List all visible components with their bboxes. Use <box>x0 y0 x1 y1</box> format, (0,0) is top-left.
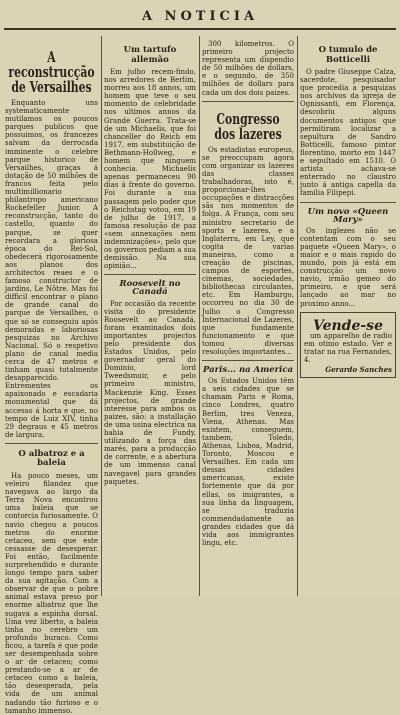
headline-tartufo: Um tartufo allemão <box>123 45 177 65</box>
classified-body: um apparelho de radio em otimo estado. Ver e tratar na rua Fernandes, 4. <box>304 331 392 364</box>
column-3 <box>202 40 294 596</box>
column-4 <box>300 40 396 596</box>
headline-roosevelt: Roosevelt no Canadá <box>119 279 181 298</box>
headline-albatroz: O albatroz e a baleia <box>18 448 85 469</box>
article-body: Os inglezes não se contentam com o seu paquete «Queen Mary», o maior e o mais rapido do mundo, pois já está em construcção um novo navio, irmão gemeo do primeiro, e que será lançado ao mar no proximo anno... <box>300 226 396 308</box>
headline-paris-america: Paris... na America <box>202 365 294 376</box>
newspaper-title: A NOTICIA <box>141 9 259 24</box>
article-divider <box>5 443 98 444</box>
column-divider <box>101 36 102 596</box>
headline-queen-mary: Um novo «Queen Mary» <box>307 206 389 225</box>
column-1 <box>5 40 98 715</box>
headline-lazeres: Congresso dos lazeres <box>214 109 282 143</box>
article-divider <box>202 101 294 102</box>
article-body: Por occasião da recente visita do presidente Roosevelt ao Canadá, foram examinados dois importantes projectos pelo presidente dos Estados Unidos, pelo governador geral do Dominio, lord Tweedsmuir, e pelo primeiro ministro, Mackenzie King. Esses projectos, de grande interesse para ambos os paizes, são: a installação de uma usina electrica na bahia de Fundy, utilizando a força das marés, para a producção de corrente, e a abertura de um immenso canal navegavel para grandes paquetes. <box>104 299 196 486</box>
article-body: O padre Giuseppe Calza, sacerdote, pesquisador que procedia a pesquizas nos archivos da igreja de Ognissanti, em Florença, descobriu alguns documentos antigos que permitiram localizar a sepultura de Sandro Botticelli, famoso pintor florentino, morto em 1447 e sepultado em 1510. O artista achava-se enterrado no claustro junto á antiga capella da familia Filipepi. <box>300 68 396 198</box>
column-2 <box>104 40 196 596</box>
article-divider <box>104 274 196 275</box>
article-body: 300 kilometros. O primeiro projecto representa um dispendio de 50 milhões de dollars, e o segundo, de 350 milhões de dollars para cada um dos dois paizes. <box>202 40 294 97</box>
masthead <box>0 0 400 36</box>
article-body: Enquanto uns systematicamente mutilamos os poucos parques publicos que possuimos, os francezes salvam da derrocada imminente o celebre parque historico de Versailhes, graças á dotação de 50 milhões de francos feita pelo multimillionario philantropo americano Rockefeller Junior. A reconstrucção, tanto do castello, quanto do parque, se quer recordara a gloriosa época do Rei-Sol, obedecerá rigorosamente aos planos dos architectos reaes e o famoso constructor de jardins, Le Nôtre. Mas foi difficil encontrar o plano de grande canal do parque de Versailhes, o que só se conseguiu após demoradas e laboriosas pesquizas no Archivo Nacional. Só o respetivo plano de canal media cerca de 47 metros e tinham quasi totalmente desapparecido. Entrementes os apaixonado e escadaria monumental que dá accesso á horta e que, no tempo de Luiz XIV, tinha 29 degraus e 45 metros de largura. <box>5 99 98 439</box>
headline-versailhes: A reconstrucção de Versailhes <box>8 48 95 96</box>
article-body: Os estadistas europeus, se preoccupam agora com organizar os lazeres das classes trabalhadoras, isto é, proporcionar-lhes occupações e distracções sãs nos momentos de folga. A França, com seu ministro secretario de sports e lazeres, e a Inglaterra, em Ley, que cogita de varias maneiras, como a creação de piscinas, campos de esportes, cinemas, sociedades, bibliothecas circulantes, etc. Em Hamburgo, occorreu no dia 30 de Julho o Congresso Internacional de Lazeres, que fundamente funcionamento e que tomou diversas resoluções importantes... <box>202 145 294 356</box>
classified-ad-box <box>300 312 396 379</box>
column-divider <box>297 36 298 596</box>
column-divider <box>199 36 200 596</box>
article-divider <box>202 360 294 361</box>
article-body: Os Estados Unidos têm a seis cidades que se chamam Paris e Roma, cinco Londres, quatro Berlim, tres Veneza, Viena, Athenas. Mas existem, conseguem, tambem, Toledo, Athenas, Lisboa, Madrid, Toronto, Moscou e Versailhes. Em cada um dessas cidades americanas, existe fortemente que dá por ellas, os imigrantes, a sua linha da linguagem, se traduzia commendadamente as grandes cidades que dá vida aos immigrantes lingu, etc. <box>202 377 294 548</box>
classified-heading: Vende-se <box>313 317 383 334</box>
masthead-rule <box>4 28 396 30</box>
headline-botticelli: O tumulo de Botticelli <box>318 45 378 65</box>
article-divider <box>300 202 396 203</box>
classified-signature: Gerardo Sanches <box>325 365 392 375</box>
article-body: Em julho recem-findo, nos arredores de Berlim, morreu aos 18 annos, um homem que teve o seu momento de celebridade nos ultimos annos da Grande Guerra. Trata-se de um Michaelis, que foi chanceller do Reich em 1917, em substituição de Bethmann-Hollweg, e homem que ninguem conhecia. Michaelis apenas permaneceu 90 dias á frente do governo. Foi durante a sua passagem pelo poder que o Reichstag votou, em 19 de julho de 1917, a famosa resolução de paz «sem annexações nem indemnizações», pelo que os governos pediam a sua demissão. Na sua opinião... <box>104 68 196 271</box>
article-body: Ha pouco meses, um veleiro filandez que navegava ao largo da Terra Nova encontrou uma baleia que se contorcia furiosamente. O navio chegou a poucos metros do enorme cetaceo, sem que este cessasse de desesperar. Foi então, facilmente surprehendido e durante longo tempo para saber da sua agitação. Com a observar de que o pobre animal estava preso por enorme albatroz que lhe sugava a espinha dorsal. Uma vez liberto, a baleia tinha no cerebro um profundo buraco. Como ficou, a tarefa é que pode ser desempenhada sobre o ar de cetaceo; como prestando-se a ar de cetaceo como a baleia, tão desesperada, pela vida de um animal nadando tão furioso e o tamanho immenso. <box>5 471 98 715</box>
